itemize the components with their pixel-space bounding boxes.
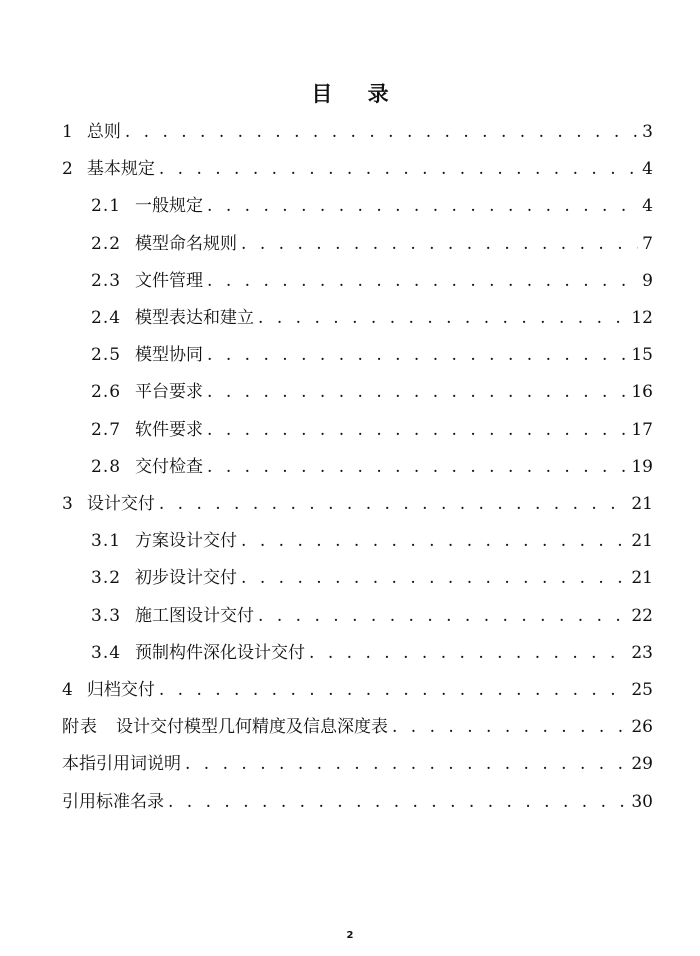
toc-entry-page: 22: [631, 605, 653, 626]
toc-entry-page: 19: [631, 456, 653, 477]
toc-entry[interactable]: [91, 340, 653, 370]
toc-entry-title: 设计交付模型几何精度及信息深度表: [116, 717, 388, 738]
toc-entry-number: 2.5: [91, 345, 122, 366]
toc-entry-number: 2.4: [91, 308, 122, 328]
toc-entry[interactable]: [91, 638, 653, 668]
toc-entry-title: 基本规定: [86, 159, 155, 180]
toc-entry-leader: [159, 154, 638, 184]
toc-entry-page: 25: [631, 680, 653, 700]
toc-entry-page: 30: [631, 791, 653, 812]
toc-entry-page: 16: [631, 382, 653, 403]
toc-entry-leader: [241, 229, 638, 259]
toc-entry[interactable]: [62, 712, 653, 742]
toc-entry[interactable]: [62, 787, 653, 817]
toc-entry[interactable]: [91, 229, 653, 259]
toc-entry-page: 3: [642, 122, 653, 142]
toc-entry-title: 模型命名规则: [135, 233, 238, 254]
toc-entry-title: 软件要求: [135, 419, 204, 440]
toc-entry-page: 17: [631, 419, 653, 440]
toc-entry-title: 模型协同: [135, 345, 204, 366]
toc-entry-title: 初步设计交付: [135, 568, 238, 589]
toc-entry-page: 9: [642, 270, 653, 291]
toc-entry[interactable]: [62, 154, 653, 184]
toc-entry-leader: [258, 601, 627, 631]
toc-entry-number: 4: [62, 680, 74, 700]
toc-entry[interactable]: [91, 452, 653, 482]
toc-entry-leader: [392, 712, 627, 742]
toc-entry-number: 2: [62, 159, 74, 180]
toc-entry-page: 21: [631, 494, 653, 514]
toc-entry-leader: [207, 340, 627, 370]
toc-entry-number: 3.1: [91, 531, 122, 552]
toc-entry-title: 模型表达和建立: [135, 308, 255, 328]
toc-entry-leader: [207, 452, 627, 482]
toc-entry-leader: [207, 191, 638, 221]
toc-entry-page: 7: [642, 233, 653, 254]
toc-entry-title: 文件管理: [135, 270, 204, 291]
toc-entry[interactable]: [62, 117, 653, 147]
toc-entry-title: 交付检查: [135, 456, 204, 477]
toc-entry-leader: [309, 638, 627, 668]
toc-entry-number: 2.8: [91, 456, 122, 477]
toc-entry-page: 12: [631, 308, 653, 328]
toc-entry-number: 2.6: [91, 382, 122, 403]
toc-entry-title: 本指引用词说明: [62, 754, 181, 775]
toc-entry-page: 29: [631, 754, 653, 775]
toc-entry-number: 3.2: [91, 568, 122, 589]
toc-entry-number: 2.3: [91, 270, 122, 291]
toc-entry[interactable]: [91, 526, 653, 556]
toc-entry-leader: [241, 526, 627, 556]
toc-entry-title: 一般规定: [135, 196, 204, 217]
toc-entry-title: 平台要求: [135, 382, 204, 403]
toc-entry-leader: [207, 415, 627, 445]
toc-entry[interactable]: [91, 266, 653, 296]
toc-entry-title: 方案设计交付: [135, 531, 238, 552]
toc-entry-number: 3: [62, 494, 74, 514]
toc-entry-leader: [125, 117, 638, 147]
toc-entry-number: 3.3: [91, 605, 122, 626]
toc-entry-leader: [207, 377, 627, 407]
toc-entry-title: 归档交付: [86, 680, 155, 700]
toc-entry-number: 3.4: [91, 642, 122, 663]
toc-entry-leader: [185, 749, 627, 779]
toc-entry[interactable]: [91, 563, 653, 593]
toc-entry-page: 23: [631, 642, 653, 663]
toc-entry-page: 26: [631, 717, 653, 738]
toc-entry-page: 4: [642, 196, 653, 217]
toc-entry-title: 施工图设计交付: [135, 605, 255, 626]
toc-entry[interactable]: [91, 415, 653, 445]
page-number: 2: [346, 930, 354, 941]
toc-entry[interactable]: [62, 675, 653, 705]
toc-entry-title: 引用标准名录: [62, 791, 164, 812]
toc-entry-leader: [241, 563, 627, 593]
toc-entry[interactable]: [62, 489, 653, 519]
toc-entry-leader: [258, 303, 627, 333]
toc-entry[interactable]: [91, 601, 653, 631]
toc-entry[interactable]: [91, 377, 653, 407]
toc-entry-page: 21: [631, 531, 653, 552]
toc-entry-leader: [168, 787, 627, 817]
toc-entry-title: 总则: [86, 122, 121, 142]
toc-entry-number: 1: [62, 122, 74, 142]
toc-entry-page: 21: [631, 568, 653, 589]
toc-entry[interactable]: [91, 303, 653, 333]
toc-entry-number: 2.2: [91, 233, 122, 254]
toc-entry-page: 4: [642, 159, 653, 180]
toc-entry-number: 2.7: [91, 419, 122, 440]
toc-entry-number: 附表: [62, 717, 98, 738]
toc-entry-title: 设计交付: [86, 494, 155, 514]
toc-entry-title: 预制构件深化设计交付: [135, 642, 306, 663]
toc-title: 目 录: [311, 82, 403, 106]
toc-entry-leader: [207, 266, 638, 296]
toc-entry-leader: [159, 675, 628, 705]
toc-entry-number: 2.1: [91, 196, 122, 217]
toc-entry[interactable]: [91, 191, 653, 221]
toc-entry-leader: [159, 489, 628, 519]
toc-entry[interactable]: [62, 749, 653, 779]
toc-entry-page: 15: [631, 345, 653, 366]
